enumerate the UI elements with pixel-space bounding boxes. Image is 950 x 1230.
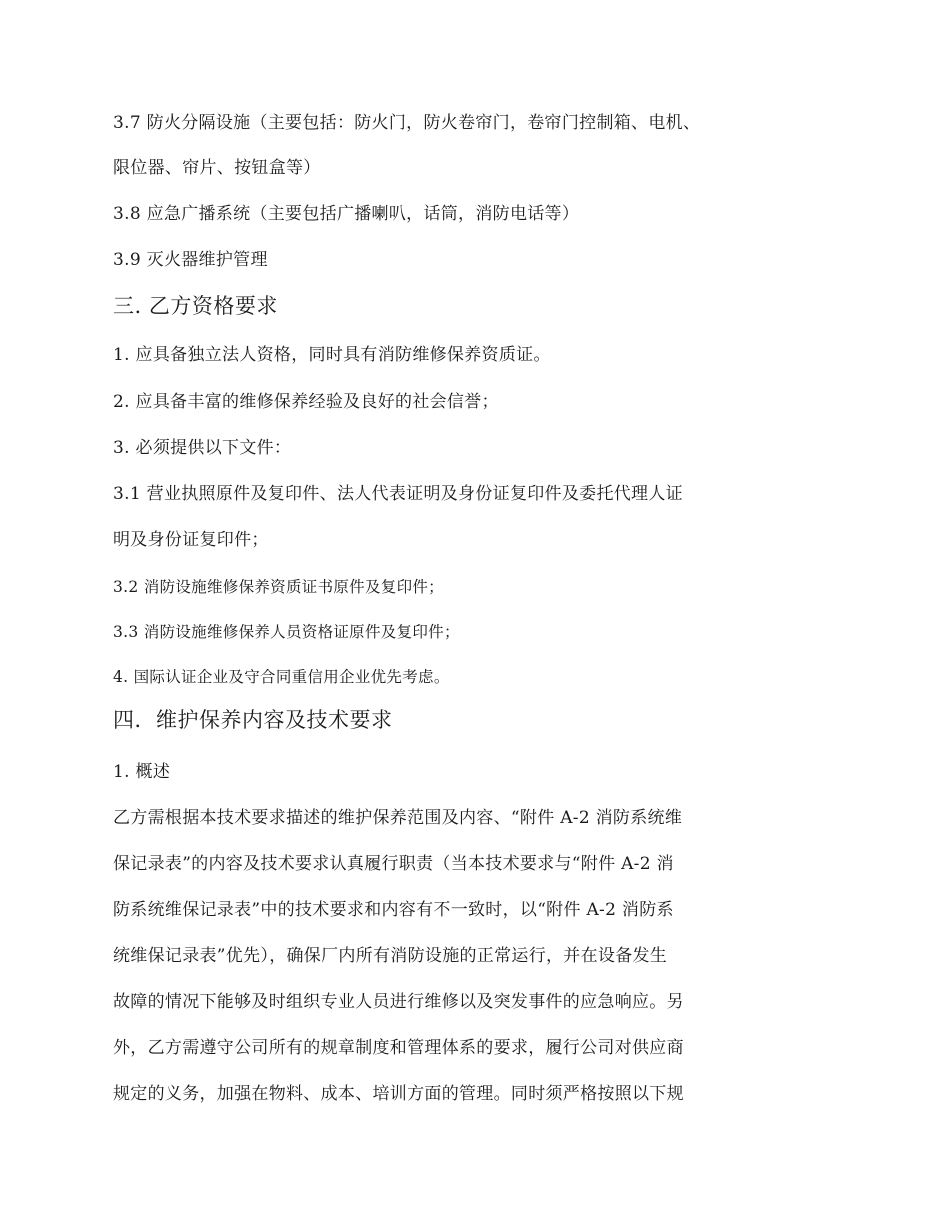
paragraph-line: 3.8 应急广播系统（主要包括广播喇叭，话筒，消防电话等） bbox=[113, 204, 580, 224]
paragraph-line: 1. 应具备独立法人资格，同时具有消防维修保养资质证。 bbox=[113, 345, 551, 365]
section-heading: 四．维护保养内容及技术要求 bbox=[113, 708, 393, 732]
paragraph-line: 3.2 消防设施维修保养资质证书原件及复印件； bbox=[113, 578, 444, 596]
paragraph-line: 外，乙方需遵守公司所有的规章制度和管理体系的要求，履行公司对供应商 bbox=[113, 1038, 684, 1058]
paragraph-line: 3.1 营业执照原件及复印件、法人代表证明及身份证复印件及委托代理人证 bbox=[113, 484, 683, 504]
paragraph-line: 1. 概述 bbox=[113, 762, 171, 782]
paragraph-line: 3.9 灭火器维护管理 bbox=[113, 250, 268, 270]
paragraph-line: 规定的义务，加强在物料、成本、培训方面的管理。同时须严格按照以下规 bbox=[113, 1084, 684, 1104]
paragraph-line: 明及身份证复印件； bbox=[113, 530, 269, 550]
paragraph-line: 3. 必须提供以下文件： bbox=[113, 438, 292, 458]
paragraph-line: 保记录表”的内容及技术要求认真履行职责（当本技术要求与“附件 A-2 消 bbox=[113, 854, 674, 874]
paragraph-line: 防系统维保记录表”中的技术要求和内容有不一致时，以“附件 A-2 消防系 bbox=[113, 900, 674, 920]
paragraph-line: 4. 国际认证企业及守合同重信用企业优先考虑。 bbox=[113, 668, 450, 686]
paragraph-line: 乙方需根据本技术要求描述的维护保养范围及内容、“附件 A-2 消防系统维 bbox=[113, 808, 683, 828]
paragraph-line: 统维保记录表”优先），确保厂内所有消防设施的正常运行，并在设备发生 bbox=[113, 946, 668, 966]
paragraph-line: 故障的情况下能够及时组织专业人员进行维修以及突发事件的应急响应。另 bbox=[113, 992, 684, 1012]
paragraph-line: 2. 应具备丰富的维修保养经验及良好的社会信誉； bbox=[113, 392, 499, 412]
paragraph-line: 3.7 防火分隔设施（主要包括：防火门，防火卷帘门，卷帘门控制箱、电机、 bbox=[113, 113, 701, 133]
section-heading: 三. 乙方资格要求 bbox=[113, 294, 278, 318]
paragraph-line: 限位器、帘片、按钮盒等） bbox=[113, 158, 321, 178]
paragraph-line: 3.3 消防设施维修保养人员资格证原件及复印件； bbox=[113, 623, 460, 641]
